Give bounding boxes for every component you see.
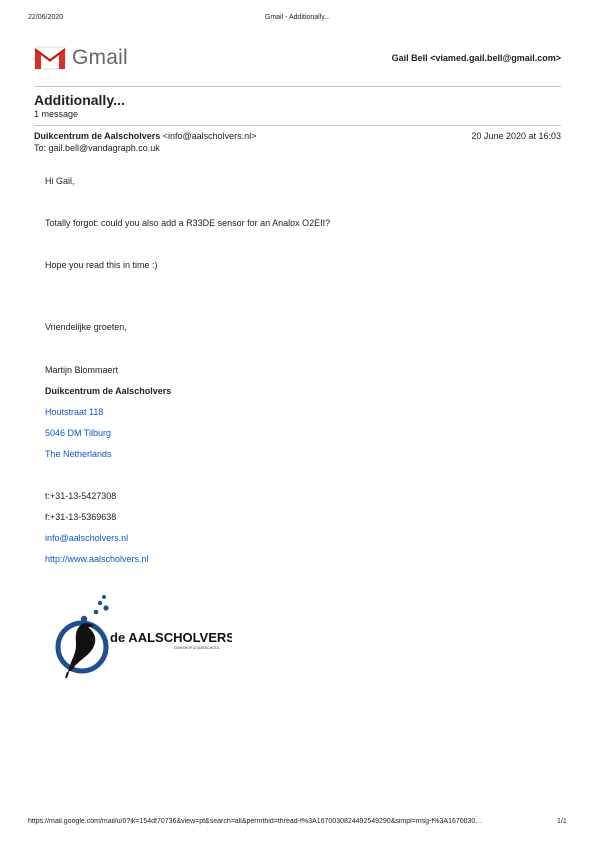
gmail-envelope-icon — [34, 46, 66, 70]
signature-phone: t:+31-13-5427308 — [45, 491, 117, 501]
sender — [34, 131, 256, 141]
message-date: 20 June 2020 at 16:03 — [471, 131, 561, 141]
print-date: 22/06/2020 — [28, 14, 64, 21]
gmail-logo — [34, 44, 134, 72]
message-count: 1 message — [34, 109, 79, 119]
signature-website-link[interactable]: http://www.aalscholvers.nl — [45, 554, 149, 564]
page-number: 1/1 — [557, 818, 567, 825]
signature-country-link[interactable]: The Netherlands — [45, 449, 112, 459]
print-header — [0, 14, 595, 26]
signature-city-link[interactable]: 5046 DM Tilburg — [45, 428, 112, 438]
thread-subject: Additionally... — [34, 92, 125, 108]
body-line: Totally forgot: could you also add a R33DE sensor for an Analox O2EII? — [45, 218, 331, 228]
body-line: Hope you read this in time :) — [45, 260, 158, 270]
logo-wordmark: de AALSCHOLVERS — [110, 630, 232, 645]
divider — [34, 125, 561, 126]
account-identity: Gail Bell <viamed.gail.bell@gmail.com> — [391, 53, 561, 63]
body-closing: Vriendelijke groeten, — [45, 322, 127, 332]
gmail-wordmark: Gmail — [72, 46, 128, 69]
recipient: To: gail.bell@vandagraph.co.uk — [34, 143, 160, 153]
logo-subtext: DUIKSHOP & DUIKSCHOOL — [174, 646, 220, 650]
signature-name: Martijn Blommaert — [45, 365, 119, 375]
signature-street-link[interactable]: Houtstraat 118 — [45, 407, 104, 417]
print-url: https://mail.google.com/mail/u/0?ik=154df70736&view=pt&search=all&permthid=thread-f%3A1670030824492549290&simpl=msg-f%3A1670030… — [28, 818, 483, 825]
signature-email-link[interactable]: info@aalscholvers.nl — [45, 533, 129, 543]
sender-name: Duikcentrum de Aalscholvers — [34, 131, 161, 141]
company-logo — [52, 594, 232, 680]
print-footer — [0, 818, 595, 830]
divider — [34, 86, 561, 87]
gmail-header — [34, 44, 561, 74]
sender-email[interactable]: <info@aalscholvers.nl> — [162, 131, 257, 141]
signature-company: Duikcentrum de Aalscholvers — [45, 386, 172, 396]
signature-fax: f:+31-13-5369638 — [45, 512, 117, 522]
print-title: Gmail - Additionally... — [264, 14, 331, 21]
body-greeting: Hi Gail, — [45, 176, 75, 186]
